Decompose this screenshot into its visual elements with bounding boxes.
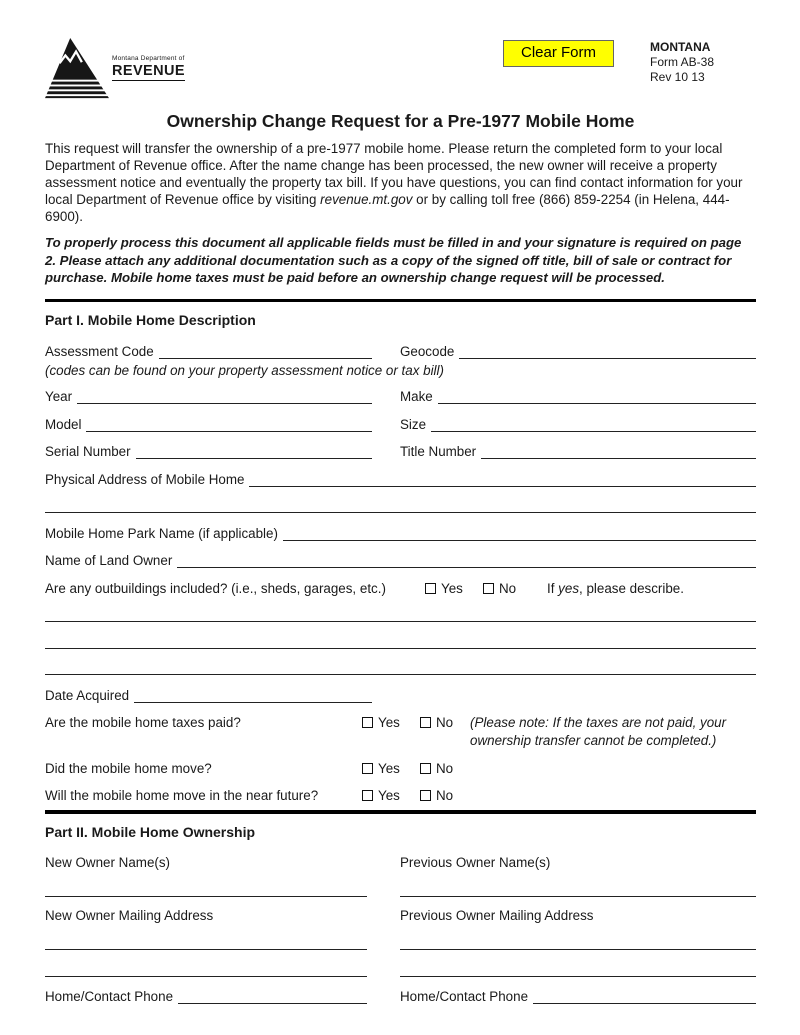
form-meta-state: MONTANA [650,40,711,54]
logo-revenue-wordmark: REVENUE [112,63,185,79]
intro-text-after: or by calling toll free (866) 859-2254 (in Helena, 444-6900). [45,192,730,224]
model-label: Model [45,416,82,432]
new-owner-address-row-1 [45,935,367,951]
moved-row [45,760,756,777]
outbuildings-describe-line-3[interactable] [45,661,756,675]
no-label: No [436,760,454,776]
physical-address-line-2[interactable] [45,499,756,513]
no-label: No [436,788,454,803]
if-yes-post: , please describe. [579,580,684,596]
form-title: Ownership Change Request for a Pre-1977 Mobile Home [166,111,635,131]
date-acquired-row [45,687,756,704]
assessment-code-label: Assessment Code [45,344,154,359]
form-header [45,38,756,104]
taxes-paid-question: Are the mobile home taxes paid? [45,715,241,730]
land-owner-field[interactable] [177,554,756,568]
part1-divider [45,299,756,303]
new-owner-phone-field[interactable] [178,990,367,1004]
previous-owner-phone-field[interactable] [533,990,756,1004]
logo-dept-line: Montana Department of [112,55,185,62]
previous-owner-address-row-2 [400,962,756,978]
new-owner-names-field[interactable] [45,883,367,897]
assessment-code-cell [45,343,372,360]
form-meta-revision: Rev 10 13 [650,70,705,84]
assessment-code-field[interactable] [159,345,372,359]
yes-label: Yes [378,760,400,776]
new-owner-phone-row [45,988,367,1005]
model-cell [45,416,372,433]
previous-owner-address-label: Previous Owner Mailing Address [400,908,594,923]
part2-divider [45,810,756,814]
taxes-note-line-2: ownership transfer cannot be completed.) [470,732,717,748]
assessment-geocode-row [45,343,756,360]
new-owner-column [45,855,367,1016]
revenue-website-text: revenue.mt.gov [320,192,413,207]
geocode-field[interactable] [459,345,756,359]
new-owner-address-row-2 [45,962,367,978]
year-label: Year [45,389,73,404]
serial-number-cell [45,443,372,460]
title-number-cell [400,443,756,460]
serial-number-label: Serial Number [45,444,131,459]
outbuildings-no-option [483,580,547,597]
form-meta-number: Form AB-38 [650,55,715,69]
land-owner-row [45,552,756,569]
future-move-no-option [420,787,470,804]
year-field[interactable] [77,390,372,404]
new-owner-address-line-1[interactable] [45,936,367,950]
year-make-row [45,388,756,405]
no-label: No [436,715,454,730]
previous-owner-address-line-1[interactable] [400,936,756,950]
date-acquired-field[interactable] [134,689,372,703]
physical-address-field[interactable] [249,473,756,487]
new-owner-address-label: New Owner Mailing Address [45,908,214,923]
park-name-label: Mobile Home Park Name (if applicable) [45,525,278,541]
year-cell [45,388,372,405]
moved-no-option [420,760,470,777]
if-yes-emphasis: yes [558,580,580,596]
outbuildings-no-checkbox[interactable] [483,583,494,594]
geocode-label: Geocode [400,344,455,359]
clear-form-button[interactable]: Clear Form [503,40,614,67]
park-name-field[interactable] [283,527,756,541]
physical-address-row-2 [45,498,756,514]
taxes-paid-yes-option [362,714,420,731]
outbuildings-question: Are any outbuildings included? (i.e., sheds, garages, etc.) [45,580,386,596]
if-yes-pre: If [547,580,559,596]
model-size-row [45,416,756,433]
form-meta [650,40,756,85]
previous-owner-address-line-2[interactable] [400,963,756,977]
codes-note: (codes can be found on your property assessment notice or tax bill) [45,363,444,378]
yes-label: Yes [441,580,463,596]
model-field[interactable] [86,418,372,432]
ownership-section [45,855,756,1016]
make-label: Make [400,389,433,404]
park-name-row [45,525,756,542]
geocode-cell [400,343,756,360]
part1-heading: Part I. Mobile Home Description [45,312,256,328]
describe-row-3 [45,660,756,676]
new-owner-address-line-2[interactable] [45,963,367,977]
moved-no-checkbox[interactable] [420,763,431,774]
moved-yes-option [362,760,420,777]
date-acquired-cell [45,687,372,704]
physical-address-label: Physical Address of Mobile Home [45,471,245,487]
make-field[interactable] [438,390,756,404]
taxes-paid-no-option [420,714,470,731]
mountain-logo-icon [45,38,109,100]
yes-label: Yes [378,788,400,803]
outbuildings-describe-line-2[interactable] [45,635,756,649]
if-yes-describe-text [547,580,684,597]
previous-owner-names-label: Previous Owner Name(s) [400,854,551,870]
taxes-note [470,714,756,749]
outbuildings-yes-option [425,580,483,597]
title-number-field[interactable] [481,445,756,459]
revenue-logo-text [112,55,185,100]
moved-question: Did the mobile home move? [45,760,212,776]
outbuildings-yes-checkbox[interactable] [425,583,436,594]
future-move-yes-option [362,787,420,804]
new-owner-names-row [45,882,367,898]
outbuildings-row [45,580,756,597]
physical-address-row [45,471,756,488]
previous-owner-address-row-1 [400,935,756,951]
serial-title-row [45,443,756,460]
future-move-question: Will the mobile home move in the near future? [45,788,319,803]
describe-row-1 [45,607,756,623]
taxes-note-line-1: (Please note: If the taxes are not paid, your [470,715,727,730]
future-move-yes-checkbox[interactable] [362,790,373,801]
date-acquired-label: Date Acquired [45,687,130,703]
intro-text-before: This request will transfer the ownership of a pre-1977 mobile home. Please return the completed form to your local Department of Revenue office. After the name change has been processed, the new owner will receive a property assessment notice and eventually the property tax bill. If you have questions, you can find contact information for your local Department of Revenue office by visiting [45,141,743,207]
previous-owner-names-field[interactable] [400,883,756,897]
describe-row-2 [45,634,756,650]
previous-owner-names-row [400,882,756,898]
new-owner-phone-label: Home/Contact Phone [45,989,174,1004]
yes-label: Yes [378,715,400,730]
previous-owner-phone-row [400,988,756,1005]
part2-heading: Part II. Mobile Home Ownership [45,823,256,840]
title-number-label: Title Number [400,444,477,459]
land-owner-label: Name of Land Owner [45,553,173,568]
revenue-logo [45,38,185,100]
previous-owner-column [400,855,756,1016]
taxes-paid-no-checkbox[interactable] [420,717,431,728]
make-cell [400,388,756,405]
future-move-no-checkbox[interactable] [420,790,431,801]
intro-paragraph [45,140,756,225]
size-cell [400,416,756,433]
future-move-row [45,787,756,804]
new-owner-names-label: New Owner Name(s) [45,854,171,870]
size-label: Size [400,416,427,432]
taxes-paid-yes-checkbox[interactable] [362,717,373,728]
size-field[interactable] [431,418,756,432]
previous-owner-phone-label: Home/Contact Phone [400,989,529,1004]
outbuildings-describe-line-1[interactable] [45,608,756,622]
moved-yes-checkbox[interactable] [362,763,373,774]
processing-notice: To properly process this document all applicable fields must be filled in and your signature is required on page 2. Please attach any additional documentation such as a copy of the signed off title, bill of sale or contract for purchase. Mobile home taxes must be paid before an ownership change request will be processed. [45,235,742,285]
taxes-paid-row [45,714,756,749]
no-label: No [499,580,517,596]
serial-number-field[interactable] [136,445,372,459]
